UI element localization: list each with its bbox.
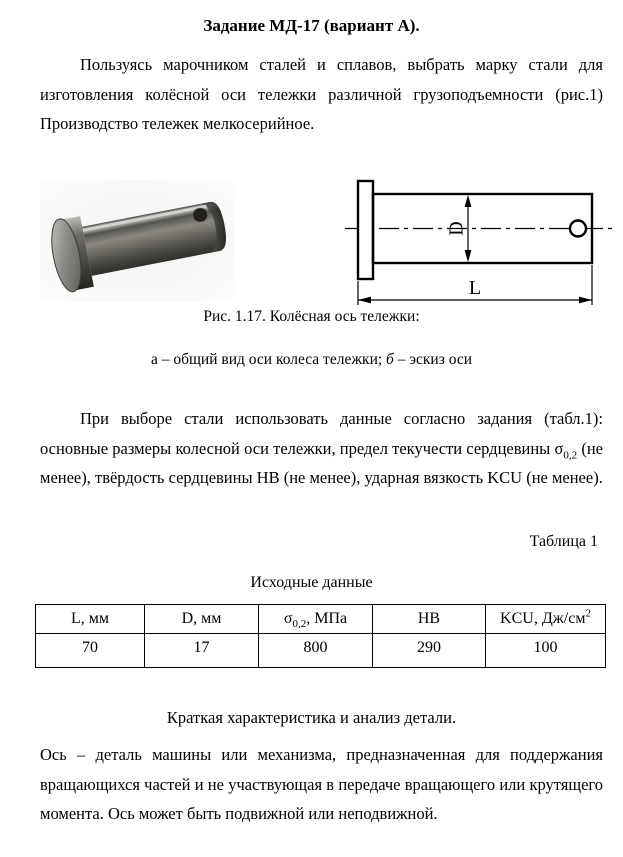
requirements-paragraph: [40, 404, 603, 493]
header-sigma: $\sigma_{0,2}$, МПа: [259, 605, 373, 634]
sketch-head: [358, 181, 373, 279]
table-data-row: [36, 634, 606, 668]
requirements-text-post: (не менее), твёрдость сердцевины НВ (не менее), ударная вязкость KCU (не менее).: [40, 438, 603, 487]
header-KCU: KCU, $Дж/см^2$: [486, 605, 606, 634]
table-title: Исходные данные: [250, 574, 373, 591]
figure-legend: [0, 351, 623, 369]
table-number-label: Таблица 1: [529, 533, 598, 550]
value-KCU: 100: [486, 634, 606, 668]
dimension-l-arrow-right: [579, 297, 592, 304]
axle-sketch: [345, 172, 615, 307]
dimension-l-label: L: [468, 277, 482, 299]
legend-part-b: б: [386, 351, 394, 368]
requirements-text-pre: При выборе стали использовать данные согласно задания (табл.1): основные размеры колесной оси тележки, предел текучести сердцевины σ: [40, 409, 603, 458]
page-title: Задание МД-17 (вариант А).: [203, 16, 420, 35]
axle-sketch-drawing: [345, 172, 615, 307]
value-sigma: 800: [259, 634, 373, 668]
table-header-row: [36, 605, 606, 634]
dimension-d-arrow-top: [465, 195, 472, 207]
sigma-subscript: 0,2: [563, 448, 578, 461]
intro-paragraph: Пользуясь марочником сталей и сплавов, выбрать марку стали для изготовления колёсной оси тележки различной грузоподъемности (рис.1) Производство тележек мелкосерийное.: [40, 55, 603, 133]
axle-photo-image: [40, 180, 235, 302]
dimension-l-arrow-left: [358, 297, 371, 304]
header-sigma-subscript: 0,2: [292, 618, 307, 631]
figure-caption: Рис. 1.17. Колёсная ось тележки:: [203, 308, 420, 325]
header-D: D, мм: [145, 605, 259, 634]
header-kcu-superscript: 2: [585, 607, 591, 620]
axle-photo: [40, 180, 235, 302]
dimension-d-arrow-bottom: [465, 250, 472, 262]
sketch-hole: [570, 221, 586, 237]
value-L: 70: [36, 634, 145, 668]
value-HB: 290: [373, 634, 486, 668]
legend-part-a: а – общий вид оси колеса тележки;: [150, 351, 387, 368]
header-HB: НВ: [373, 605, 486, 634]
legend-tail: – эскиз оси: [393, 351, 473, 368]
input-data-table: [35, 604, 606, 668]
section-heading: Краткая характеристика и анализ детали.: [166, 708, 457, 727]
axis-definition-paragraph: Ось – деталь машины или механизма, предназначенная для поддержания вращающихся частей и не участвующая в передаче вращающего или крутящего момента. Ось может быть подвижной или неподвижной.: [40, 745, 603, 823]
value-D: 17: [145, 634, 259, 668]
header-L: L, мм: [36, 605, 145, 634]
dimension-d-label: D: [445, 221, 468, 236]
